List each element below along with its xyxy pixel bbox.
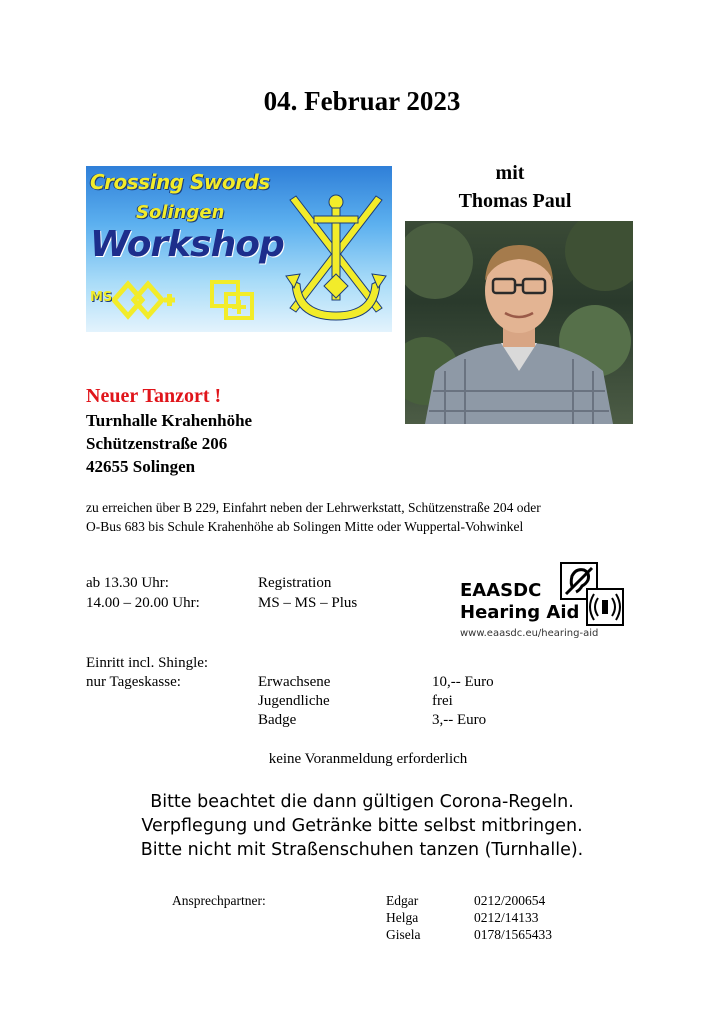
caller-photo [405, 221, 633, 424]
venue-street: Schützenstraße 206 [86, 434, 228, 453]
note-line: Bitte beachtet die dann gültigen Corona-Regeln. [150, 792, 574, 812]
directions-line: O-Bus 683 bis Schule Krahenhöhe ab Solingen Mitte oder Wuppertal-Vohwinkel [86, 519, 524, 534]
anchor-swords-icon [282, 188, 390, 328]
caller-name: Thomas Paul [458, 190, 572, 212]
contact-name: Edgar [386, 893, 419, 908]
schedule-time: 14.00 – 20.00 Uhr: [86, 595, 200, 611]
hearing-aid-org: EAASDC [460, 580, 542, 601]
price-value: frei [432, 693, 453, 709]
hearing-aid-url: www.eaasdc.eu/hearing-aid [460, 628, 599, 639]
contact-name: Helga [386, 910, 419, 925]
logo-title-line1: Crossing Swords [90, 170, 270, 194]
contact-phone: 0178/1565433 [474, 927, 553, 942]
contacts-label: Ansprechpartner: [172, 893, 266, 908]
plus-square-icon [208, 278, 264, 326]
contact-phone: 0212/200654 [474, 893, 546, 908]
price-value: 3,-- Euro [432, 712, 487, 728]
hearing-loop-icon [586, 588, 624, 626]
note-line: Verpflegung und Getränke bitte selbst mitbringen. [141, 816, 583, 836]
contact-name: Gisela [386, 927, 421, 942]
admission-label: nur Tageskasse: [86, 674, 181, 690]
hearing-aid-logo [458, 562, 628, 644]
logo-title-line3: Workshop [90, 224, 284, 265]
new-venue-notice: Neuer Tanzort ! [86, 385, 222, 407]
schedule-item: Registration [258, 575, 332, 591]
venue-name: Turnhalle Krahenhöhe [86, 411, 253, 430]
venue-city: 42655 Solingen [86, 457, 196, 476]
note-line: Bitte nicht mit Straßenschuhen tanzen (Turnhalle). [140, 840, 584, 860]
no-registration-note: keine Voranmeldung erforderlich [268, 751, 468, 767]
diamond-icon [112, 280, 176, 324]
schedule-time: ab 13.30 Uhr: [86, 575, 169, 591]
logo-title-line2: Solingen [136, 202, 225, 223]
directions-line: zu erreichen über B 229, Einfahrt neben der Lehrwerkstatt, Schützenstraße 204 oder [86, 500, 541, 515]
price-category: Erwachsene [258, 674, 331, 690]
price-category: Badge [258, 712, 297, 728]
with-label: mit [495, 162, 525, 184]
schedule-item: MS – MS – Plus [258, 595, 358, 611]
event-date: 04. Februar 2023 [263, 86, 461, 116]
admission-label: Einritt incl. Shingle: [86, 655, 209, 671]
hearing-aid-title: Hearing Aid [460, 602, 580, 623]
ms-badge: MS [90, 290, 113, 305]
contact-phone: 0212/14133 [474, 910, 539, 925]
workshop-logo [86, 166, 392, 332]
price-category: Jugendliche [258, 693, 330, 709]
price-value: 10,-- Euro [432, 674, 494, 690]
